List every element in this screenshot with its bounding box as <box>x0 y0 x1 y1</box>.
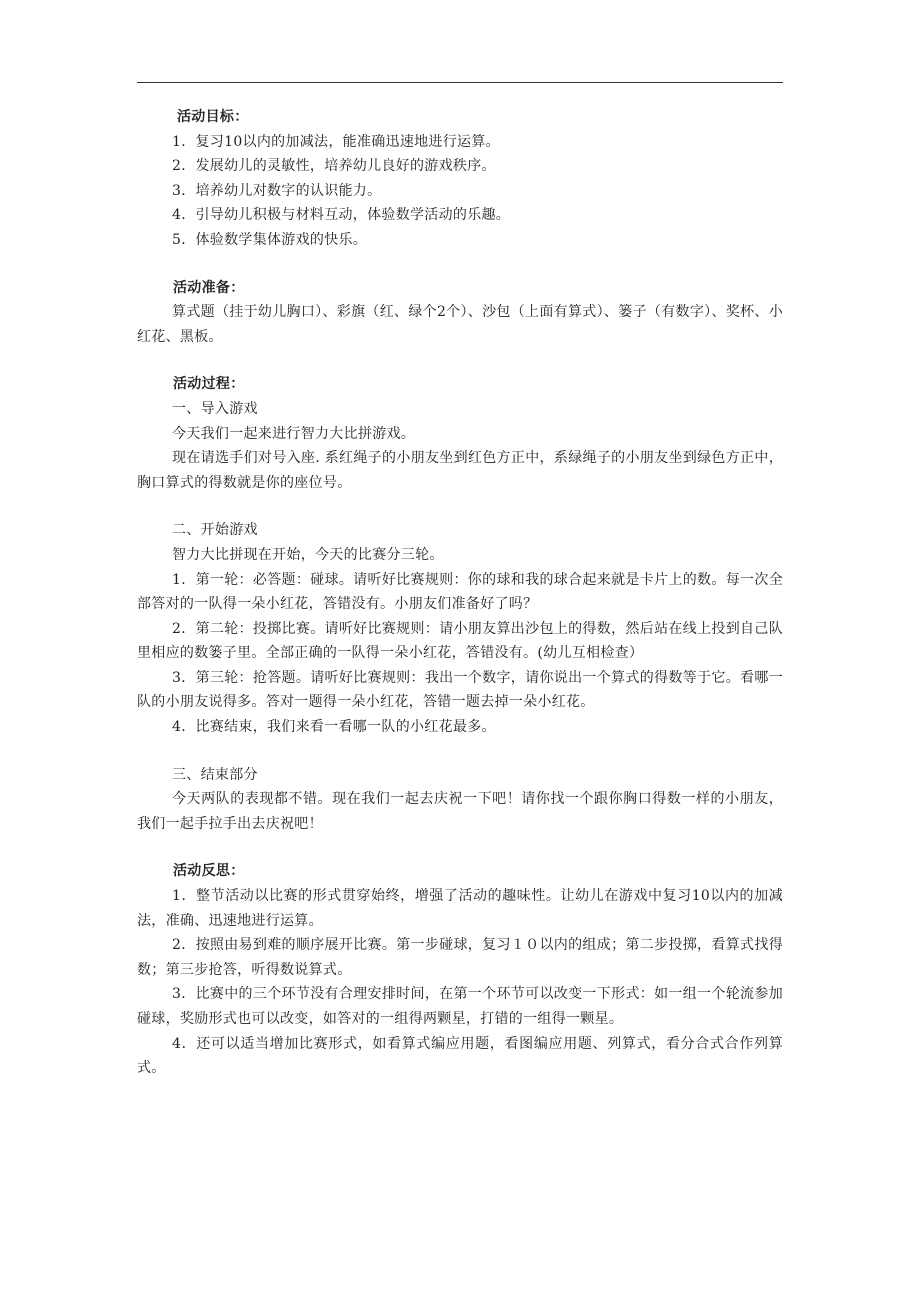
process-part1-title: 一、导入游戏 <box>172 400 258 417</box>
process-paragraph: 今天我们一起来进行智力大比拼游戏。 <box>172 425 416 442</box>
goals-heading: 活动目标： <box>177 109 249 125</box>
process-paragraph: 现在请选手们对号入座. 系红绳子的小朋友坐到红色方正中，系绿绳子的小朋友坐到绿色方正中，胸口算式的得数就是你的座位号。 <box>137 450 783 491</box>
section-gap <box>137 349 783 372</box>
process-part3-title: 三、结束部分 <box>172 766 258 783</box>
goal-item: 4．引导幼儿积极与材料互动，体验数学活动的乐趣。 <box>172 207 511 224</box>
header-rule <box>137 82 783 83</box>
reflection-section <box>137 859 783 1080</box>
section-gap <box>137 495 783 518</box>
process-heading: 活动过程： <box>173 376 245 393</box>
goals-section <box>137 105 783 253</box>
preparation-section <box>137 276 783 350</box>
process-paragraph: 今天两队的表现都不错。现在我们一起去庆祝一下吧！请你找一个跟你胸口得数一样的小朋友，我们一起手拉手出去庆祝吧！ <box>137 791 783 832</box>
reflection-item: 1．整节活动以比赛的形式贯穿始终，增强了活动的趣味性。让幼儿在游戏中复习10以内的加减法，准确、迅速地进行运算。 <box>137 888 783 929</box>
section-gap <box>137 253 783 276</box>
process-paragraph: 智力大比拼现在开始，今天的比赛分三轮。 <box>172 546 444 563</box>
preparation-text: 算式题（挂于幼儿胸口）、彩旗（红、绿个2个）、沙包（上面有算式）、篓子（有数字）、奖杯、小红花、黑板。 <box>137 304 783 345</box>
reflection-heading: 活动反思： <box>173 863 245 880</box>
process-paragraph: 3．第三轮：抢答题。请听好比赛规则：我出一个数字，请你说出一个算式的得数等于它。看哪一队的小朋友说得多。答对一题得一朵小红花，答错一题去掉一朵小红花。 <box>137 669 783 711</box>
preparation-heading: 活动准备： <box>173 279 245 296</box>
goal-item: 5．体验数学集体游戏的快乐。 <box>172 231 368 248</box>
document-body <box>137 105 783 1081</box>
section-gap <box>137 740 783 763</box>
process-part2-title: 二、开始游戏 <box>172 522 258 539</box>
process-paragraph: 1．第一轮：必答题：碰球。请听好比赛规则：你的球和我的球合起来就是卡片上的数。每一次全部答对的一队得一朵小红花，答错没有。小朋友们准备好了吗？ <box>137 571 783 613</box>
goal-item: 2．发展幼儿的灵敏性，培养幼儿良好的游戏秩序。 <box>172 158 496 175</box>
process-paragraph: 4．比赛结束，我们来看一看哪一队的小红花最多。 <box>172 719 496 736</box>
reflection-item: 3．比赛中的三个环节没有合理安排时间，在第一个环节可以改变一下形式：如一组一个轮流参加碰球，奖励形式也可以改变，如答对的一组得两颗星，打错的一组得一颗星。 <box>137 986 783 1027</box>
section-gap <box>137 836 783 859</box>
goal-item: 3．培养幼儿对数字的认识能力。 <box>172 182 382 199</box>
process-paragraph: 2．第二轮：投掷比赛。请听好比赛规则：请小朋友算出沙包上的得数，然后站在线上投到自己队里相应的数篓子里。全部正确的一队得一朵小红花，答错没有。(幼儿互相检查） <box>137 620 783 662</box>
reflection-item: 4．还可以适当增加比赛形式，如看算式编应用题，看图编应用题、列算式，看分合式合作列算式。 <box>137 1035 783 1077</box>
reflection-item: 2．按照由易到难的顺序展开比赛。第一步碰球，复习１０以内的组成；第二步投掷，看算式找得数；第三步抢答，听得数说算式。 <box>137 937 783 978</box>
goal-item: 1．复习10以内的加减法，能准确迅速地进行运算。 <box>172 133 500 150</box>
process-section <box>137 372 783 836</box>
